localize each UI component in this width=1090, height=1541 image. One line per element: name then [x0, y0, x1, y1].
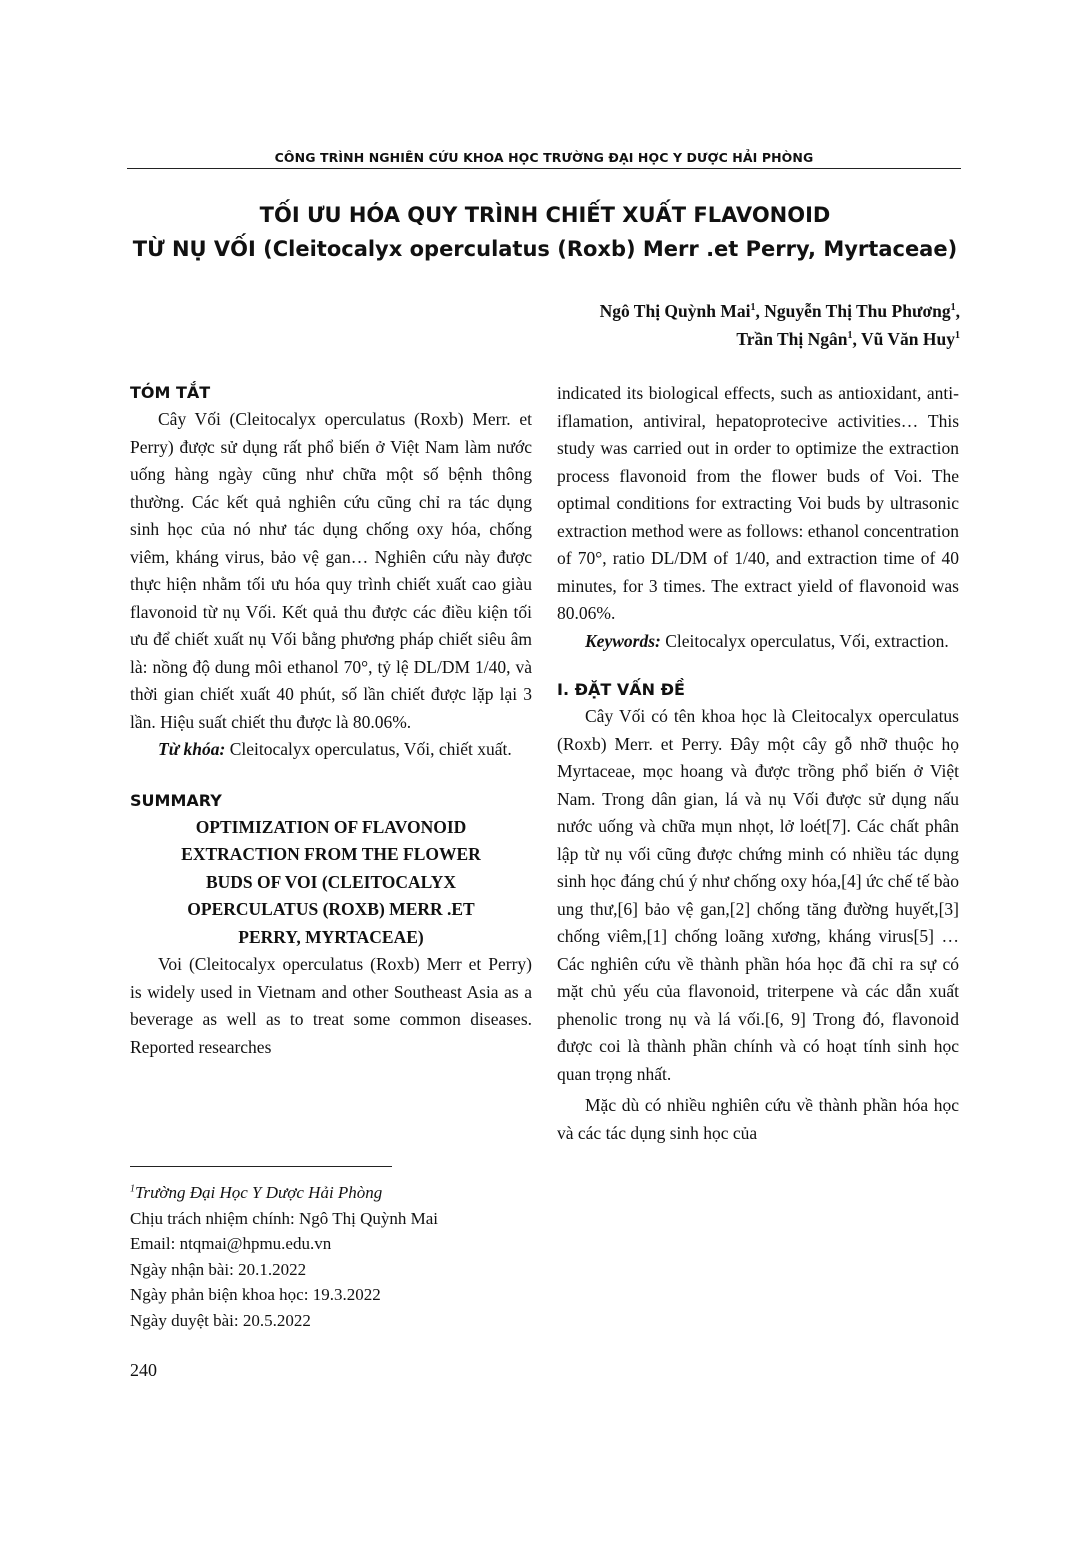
- author-separator: ,: [755, 301, 765, 321]
- summary-title-line: OPERCULATUS (ROXB) MERR .ET: [187, 899, 475, 919]
- footnote-received: Ngày nhận bài: 20.1.2022: [130, 1259, 307, 1279]
- keywords-text: Cleitocalyx operculatus, Vối, chiết xuất.: [229, 739, 512, 759]
- affiliation-text: Trường Đại Học Y Dược Hải Phòng: [135, 1183, 383, 1202]
- right-column: [557, 380, 959, 1147]
- keywords-label: Từ khóa:: [158, 739, 226, 759]
- section-1-heading: I. ĐẶT VẤN ĐỀ: [557, 680, 685, 699]
- article-title-line-2: TỪ NỤ VỐI (Cleitocalyx operculatus (Roxb) Merr .et Perry, Myrtaceae): [132, 237, 958, 261]
- article-title: [100, 198, 990, 266]
- section-1-paragraph-1: Cây Vối có tên khoa học là Cleitocalyx operculatus (Roxb) Merr. et Perry. Đây một cây gỗ nhỡ thuộc họ Myrtaceae, mọc hoang và được trồng phổ biến ở Việt Nam. Trong dân gian, lá và nụ Vối được sử dụng nấu nước uống và chữa mụn nhọt, lở loét[7]. Các chất phân lập từ nụ vối cũng được chứng minh có nhiều tác dụng sinh học đáng chú ý như chống oxy hóa,[4] ức chế tế bào ung thư,[6] bảo vệ gan,[2] chống tăng đường huyết,[3] chống viêm,[1] chống loãng xương, kháng virus[5] … Các nghiên cứu về thành phần hóa học đã chỉ ra sự có mặt chủ yếu của flavonoid, triterpene và các dẫn xuất phenolic trong nụ và lá vối.[6, 9] Trong đó, flavonoid được coi là thành phần chính và có hoạt tính sinh học quan trọng nhất.: [557, 706, 959, 1084]
- author-separator: ,: [955, 301, 960, 321]
- keywords-text: Cleitocalyx operculatus, Vối, extraction.: [665, 630, 949, 651]
- abstract-vi-heading: TÓM TẮT: [130, 383, 211, 402]
- footnote-corresponding: Chịu trách nhiệm chính: Ngô Thị Quỳnh Mai: [130, 1208, 439, 1228]
- header-rule: [127, 168, 961, 169]
- author-name: Ngô Thị Quỳnh Mai: [599, 301, 751, 321]
- footnote-accepted: Ngày duyệt bài: 20.5.2022: [130, 1310, 311, 1330]
- footnote-affiliation: [130, 1180, 550, 1206]
- author-line-2: [460, 325, 960, 353]
- affiliation-mark: 1: [847, 330, 853, 342]
- author-line-1: [460, 297, 960, 325]
- footnote-reviewed: Ngày phản biện khoa học: 19.3.2022: [130, 1285, 381, 1304]
- summary-title-line: BUDS OF VOI (CLEITOCALYX: [205, 871, 457, 892]
- summary-title: [130, 814, 532, 952]
- summary-title-line: EXTRACTION FROM THE FLOWER: [181, 844, 481, 864]
- author-separator: ,: [852, 329, 861, 349]
- summary-title-line: OPTIMIZATION OF FLAVONOID: [195, 816, 467, 837]
- footnote-rule: [130, 1166, 392, 1167]
- summary-body-part2: indicated its biological effects, such as antioxidant, anti-iflamation, antiviral, hepatoprotecive activities… This study was carried out in order to optimize the extraction process flavonoid from the flower buds of Voi. The optimal conditions for extracting Voi buds by ultrasonic extraction method were as follows: ethanol concentration of 70°, ratio DL/DM of 1/40, and extraction time of 40 minutes, for 3 times. The extract yield of flavonoid was 80.06%.: [557, 383, 959, 623]
- journal-header: CÔNG TRÌNH NGHIÊN CỨU KHOA HỌC TRƯỜNG ĐẠI HỌC Y DƯỢC HẢI PHÒNG: [274, 150, 814, 165]
- summary-keywords: [557, 628, 959, 656]
- author-name: Trần Thị Ngân: [736, 329, 848, 349]
- affiliation-mark: 1: [950, 302, 956, 314]
- summary-heading: SUMMARY: [130, 790, 222, 810]
- affiliation-mark: 1: [130, 1183, 135, 1195]
- author-name: Nguyễn Thị Thu Phương: [764, 301, 951, 321]
- summary-title-line: PERRY, MYRTACEAE): [238, 926, 424, 947]
- footnotes: [130, 1180, 550, 1333]
- author-name: Vũ Văn Huy: [860, 329, 955, 349]
- author-list: [460, 297, 960, 353]
- article-title-line-1: TỐI ƯU HÓA QUY TRÌNH CHIẾT XUẤT FLAVONOID: [259, 203, 831, 227]
- keywords-label: Keywords:: [585, 630, 661, 651]
- left-column: [130, 380, 532, 1061]
- affiliation-mark: 1: [955, 330, 960, 342]
- section-1-paragraph-2: Mặc dù có nhiều nghiên cứu về thành phần hóa học và các tác dụng sinh học của: [557, 1095, 959, 1143]
- page-number: 240: [130, 1360, 157, 1380]
- abstract-vi-keywords: [130, 736, 532, 764]
- abstract-vi-body: Cây Vối (Cleitocalyx operculatus (Roxb) Merr. et Perry) được sử dụng rất phổ biến ở Việt Nam làm nước uống hàng ngày cũng như chữa một số bệnh thông thường. Các kết quả nghiên cứu cũng chỉ ra tác dụng sinh học của nó như tác dụng chống oxy hóa, chống viêm, kháng virus, bảo vệ gan… Nghiên cứu này được thực hiện nhằm tối ưu hóa quy trình chiết xuất cao giàu flavonoid từ nụ Vối. Kết quả thu được các điều kiện tối ưu để chiết xuất nụ Vối bằng phương pháp chiết siêu âm là: nồng độ dung môi ethanol 70°, tỷ lệ DL/DM 1/40, và thời gian chiết xuất 40 phút, số lần chiết được lặp lại 3 lần. Hiệu suất chiết thu được là 80.06%.: [130, 409, 532, 732]
- summary-body-part1: Voi (Cleitocalyx operculatus (Roxb) Merr et Perry) is widely used in Vietnam and other Southeast Asia as a beverage as well as to treat some common diseases. Reported researches: [130, 954, 532, 1057]
- footnote-email: Email: ntqmai@hpmu.edu.vn: [130, 1234, 332, 1253]
- affiliation-mark: 1: [750, 302, 756, 314]
